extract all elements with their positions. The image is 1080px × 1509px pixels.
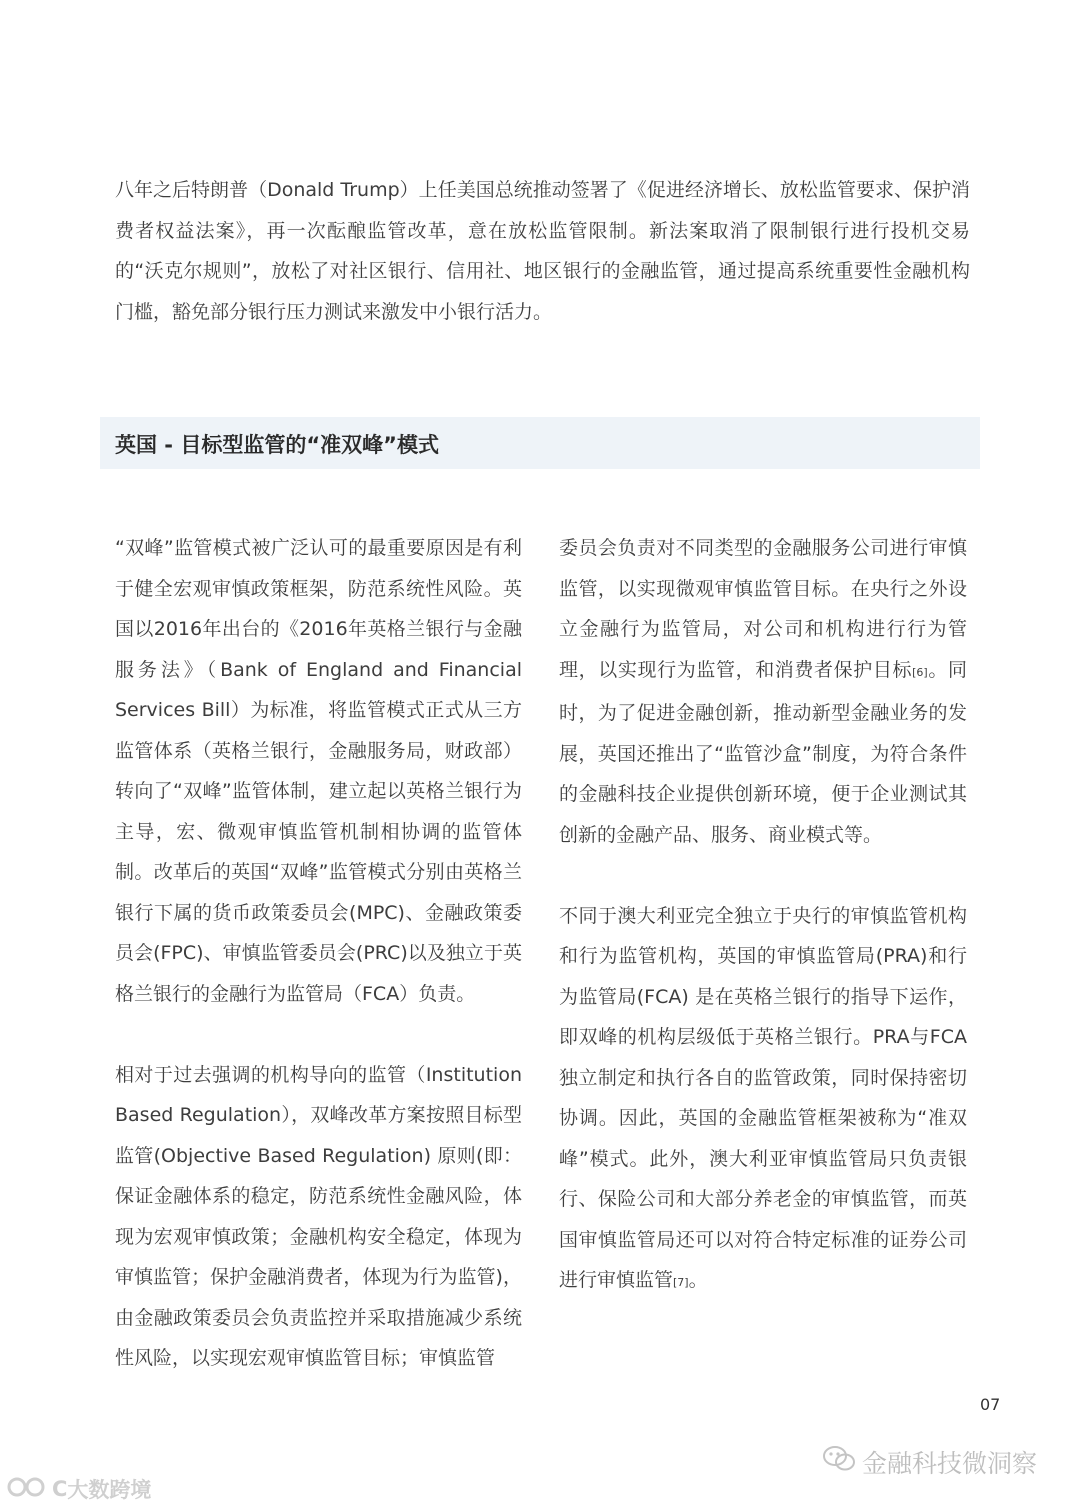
right-paragraph-2-text-a: 不同于澳大利亚完全独立于央行的审慎监管机构和行为监管机构，英国的审慎监管局(PRA)和行为监管局(FCA) 是在英格兰银行的指导下运作，即双峰的机构层级低于英格兰银行。PRA与FCA独立制定和执行各自的监管政策，同时保持密切协调。因此，英国的金融监管框架被称为“准双峰”模式。此外，澳大利亚审慎监管局只负责银行、保险公司和大部分养老金的审慎监管，而英国审慎监管局还可以对符合特定标准的证券公司进行审慎监管 (559, 904, 967, 1291)
right-paragraph-1 (559, 528, 967, 855)
right-paragraph-2-text-b: 。 (688, 1269, 708, 1291)
watermark-left-text: 大数跨境 (67, 1478, 152, 1502)
left-paragraph-1: “双峰”监管模式被广泛认可的最重要原因是有利于健全宏观审慎政策框架，防范系统性风险。英国以2016年出台的《2016年英格兰银行与金融服务法》（Bank of England and Financial Services Bill）为标准，将监管模式正式从三方监管体系（英格兰银行，金融服务局，财政部）转向了“双峰”监管体制，建立起以英格兰银行为主导，宏、微观审慎监管机制相协调的监管体制。改革后的英国“双峰”监管模式分别由英格兰银行下属的货币政策委员会(MPC)、金融政策委员会(FPC)、审慎监管委员会(PRC)以及独立于英格兰银行的金融行为监管局（FCA）负责。 (115, 537, 522, 1005)
watermark-left-prefix: C (52, 1477, 68, 1501)
right-paragraph-1-text-a: 委员会负责对不同类型的金融服务公司进行审慎监管，以实现微观审慎监管目标。在央行之外设立金融行为监管局，对公司和机构进行行为管理，以实现行为监管，和消费者保护目标 (559, 537, 967, 681)
watermark-right-text: 金融科技微洞察 (862, 1449, 1038, 1478)
section-title: 英国 - 目标型监管的“准双峰”模式 (115, 433, 439, 457)
footnote-ref-6: [6] (912, 665, 928, 679)
left-paragraph-2: 相对于过去强调的机构导向的监管（Institution Based Regulation），双峰改革方案按照目标型监管(Objective Based Regulation) 原则(即：保证金融体系的稳定，防范系统性金融风险，体现为宏观审慎政策；金融机构安全稳定，体现为审慎监管；保护金融消费者，体现为行为监管)，由金融政策委员会负责监控并采取措施减少系统性风险，以实现宏观审慎监管目标；审慎监管 (115, 1063, 522, 1369)
right-column (559, 528, 967, 1304)
right-paragraph-1-text-b: 。同时，为了促进金融创新，推动新型金融业务的发展，英国还推出了“监管沙盒”制度，为符合条件的金融科技企业提供创新环境，便于企业测试其创新的金融产品、服务、商业模式等。 (559, 658, 967, 846)
logo-icon (6, 1475, 46, 1504)
wechat-icon (822, 1445, 856, 1479)
footnote-ref-7: [7] (673, 1276, 689, 1289)
section-header (100, 417, 980, 469)
watermark-left (6, 1472, 151, 1506)
right-paragraph-2 (559, 896, 967, 1304)
left-column (115, 528, 522, 1379)
intro-paragraph: 八年之后特朗普（Donald Trump）上任美国总统推动签署了《促进经济增长、放松监管要求、保护消费者权益法案》，再一次酝酿监管改革，意在放松监管限制。新法案取消了限制银行进行投机交易的“沃克尔规则”，放松了对社区银行、信用社、地区银行的金融监管，通过提高系统重要性金融机构门槛，豁免部分银行压力测试来激发中小银行活力。 (115, 179, 970, 323)
page-number: 07 (980, 1395, 1001, 1414)
watermark-right (822, 1442, 1037, 1482)
